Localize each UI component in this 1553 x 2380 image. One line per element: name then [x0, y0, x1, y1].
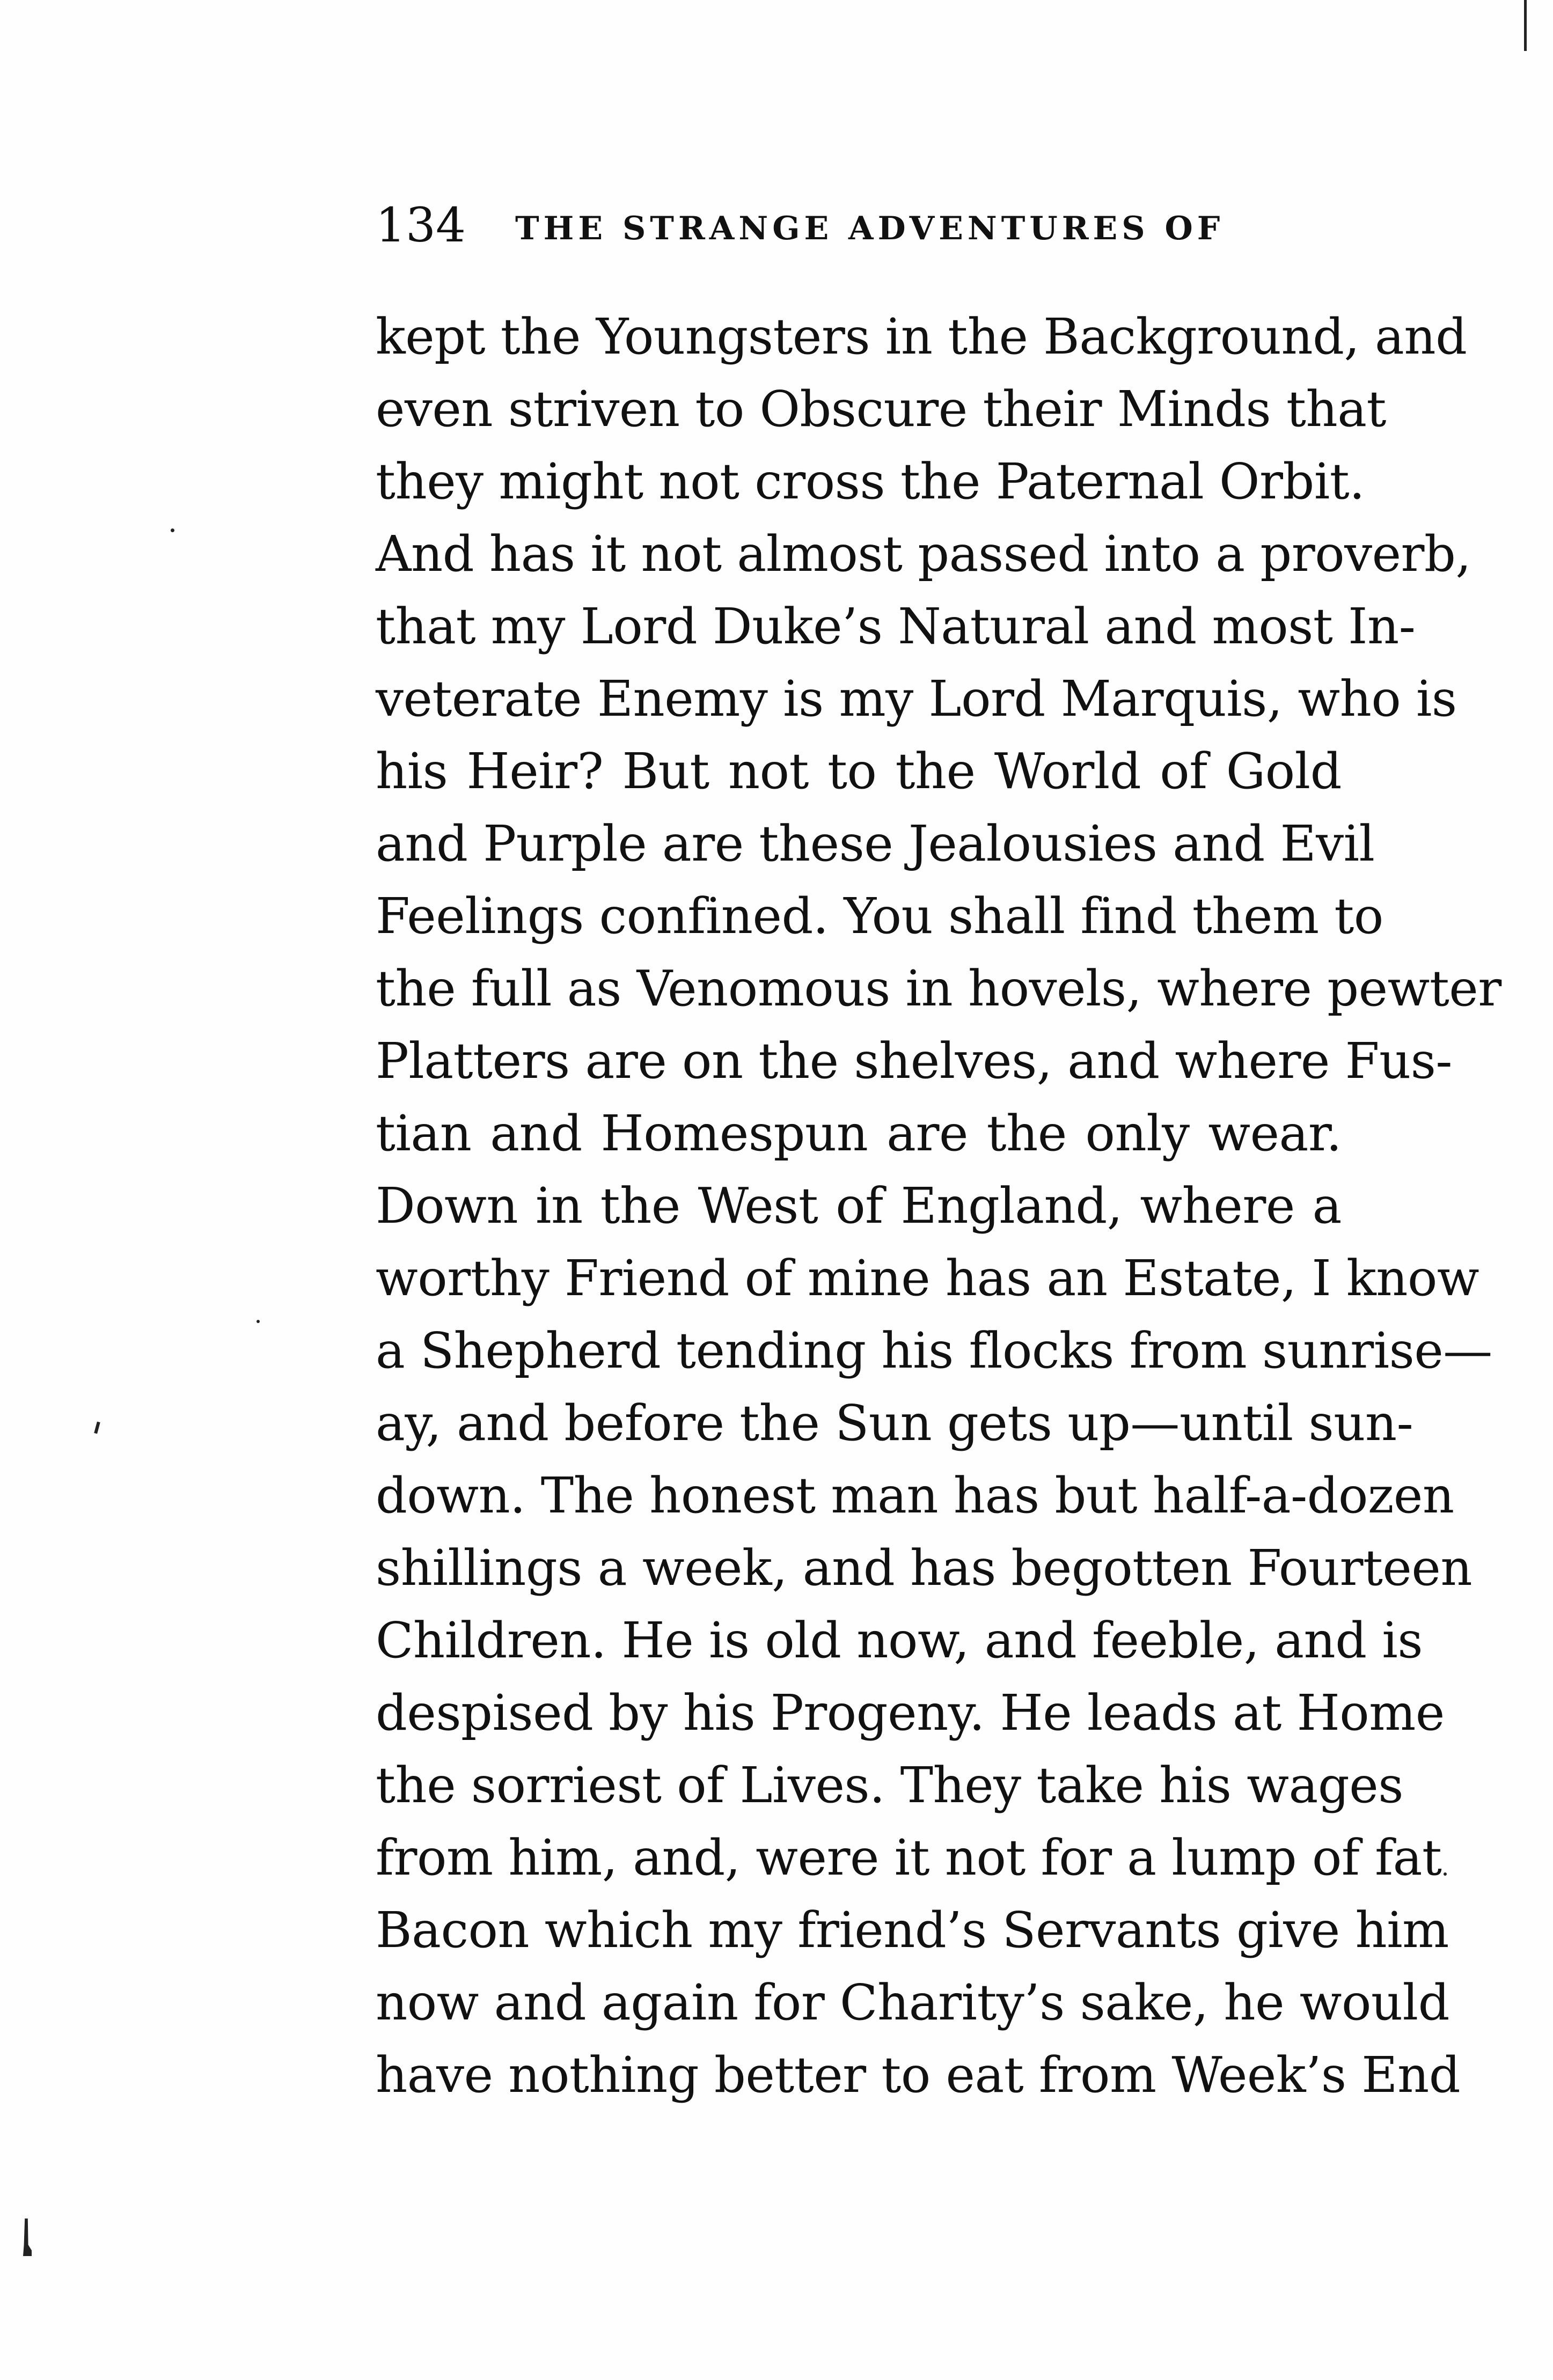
text-line: despised by his Progeny. He leads at Home — [376, 1684, 1445, 1742]
text-line: down. The honest man has but half-a-dozen — [376, 1467, 1454, 1524]
text-line: tian and Homespun are the only wear. — [376, 1105, 1342, 1162]
text-line: they might not cross the Paternal Orbit. — [376, 453, 1365, 510]
running-title: THE STRANGE ADVENTURES OF — [515, 210, 1225, 247]
text-line: now and again for Charity’s sake, he would — [376, 1974, 1449, 2031]
text-line: Bacon which my friend’s Servants give him — [376, 1901, 1449, 1959]
text-line: have nothing better to eat from Week’s End — [376, 2046, 1461, 2104]
text-line: And has it not almost passed into a proverb, — [376, 525, 1471, 583]
text-line: and Purple are these Jealousies and Evil — [376, 815, 1375, 872]
body-text — [376, 300, 1501, 2111]
margin-speck — [171, 528, 174, 532]
text-line: ay, and before the Sun gets up—until sun- — [376, 1394, 1413, 1452]
text-line: his Heir? But not to the World of Gold — [376, 743, 1342, 800]
text-line: Down in the West of England, where a — [376, 1177, 1342, 1235]
text-line: kept the Youngsters in the Background, and — [376, 308, 1467, 365]
page-number: 134 — [376, 197, 466, 253]
text-line: from him, and, were it not for a lump of fat — [376, 1829, 1442, 1886]
margin-speck — [94, 1422, 100, 1434]
text-line: veterate Enemy is my Lord Marquis, who is — [376, 670, 1457, 728]
scan-corner-mark — [23, 2219, 32, 2256]
text-line: the full as Venomous in hovels, where pewter — [376, 960, 1501, 1017]
running-head — [376, 193, 1342, 258]
text-line: Platters are on the shelves, and where Fus- — [376, 1032, 1453, 1090]
text-line: Feelings confined. You shall find them to — [376, 887, 1383, 945]
text-line: Children. He is old now, and feeble, and is — [376, 1612, 1423, 1669]
text-line: the sorriest of Lives. They take his wages — [376, 1757, 1403, 1814]
margin-speck — [257, 1320, 260, 1323]
text-line: shillings a week, and has begotten Fourteen — [376, 1539, 1473, 1597]
text-line: a Shepherd tending his flocks from sunrise— — [376, 1322, 1492, 1379]
margin-speck — [1444, 1872, 1447, 1876]
text-line: that my Lord Duke’s Natural and most In- — [376, 598, 1416, 655]
text-line: even striven to Obscure their Minds that — [376, 380, 1387, 438]
scan-edge-mark — [1524, 0, 1527, 51]
text-line: worthy Friend of mine has an Estate, I know — [376, 1250, 1479, 1307]
